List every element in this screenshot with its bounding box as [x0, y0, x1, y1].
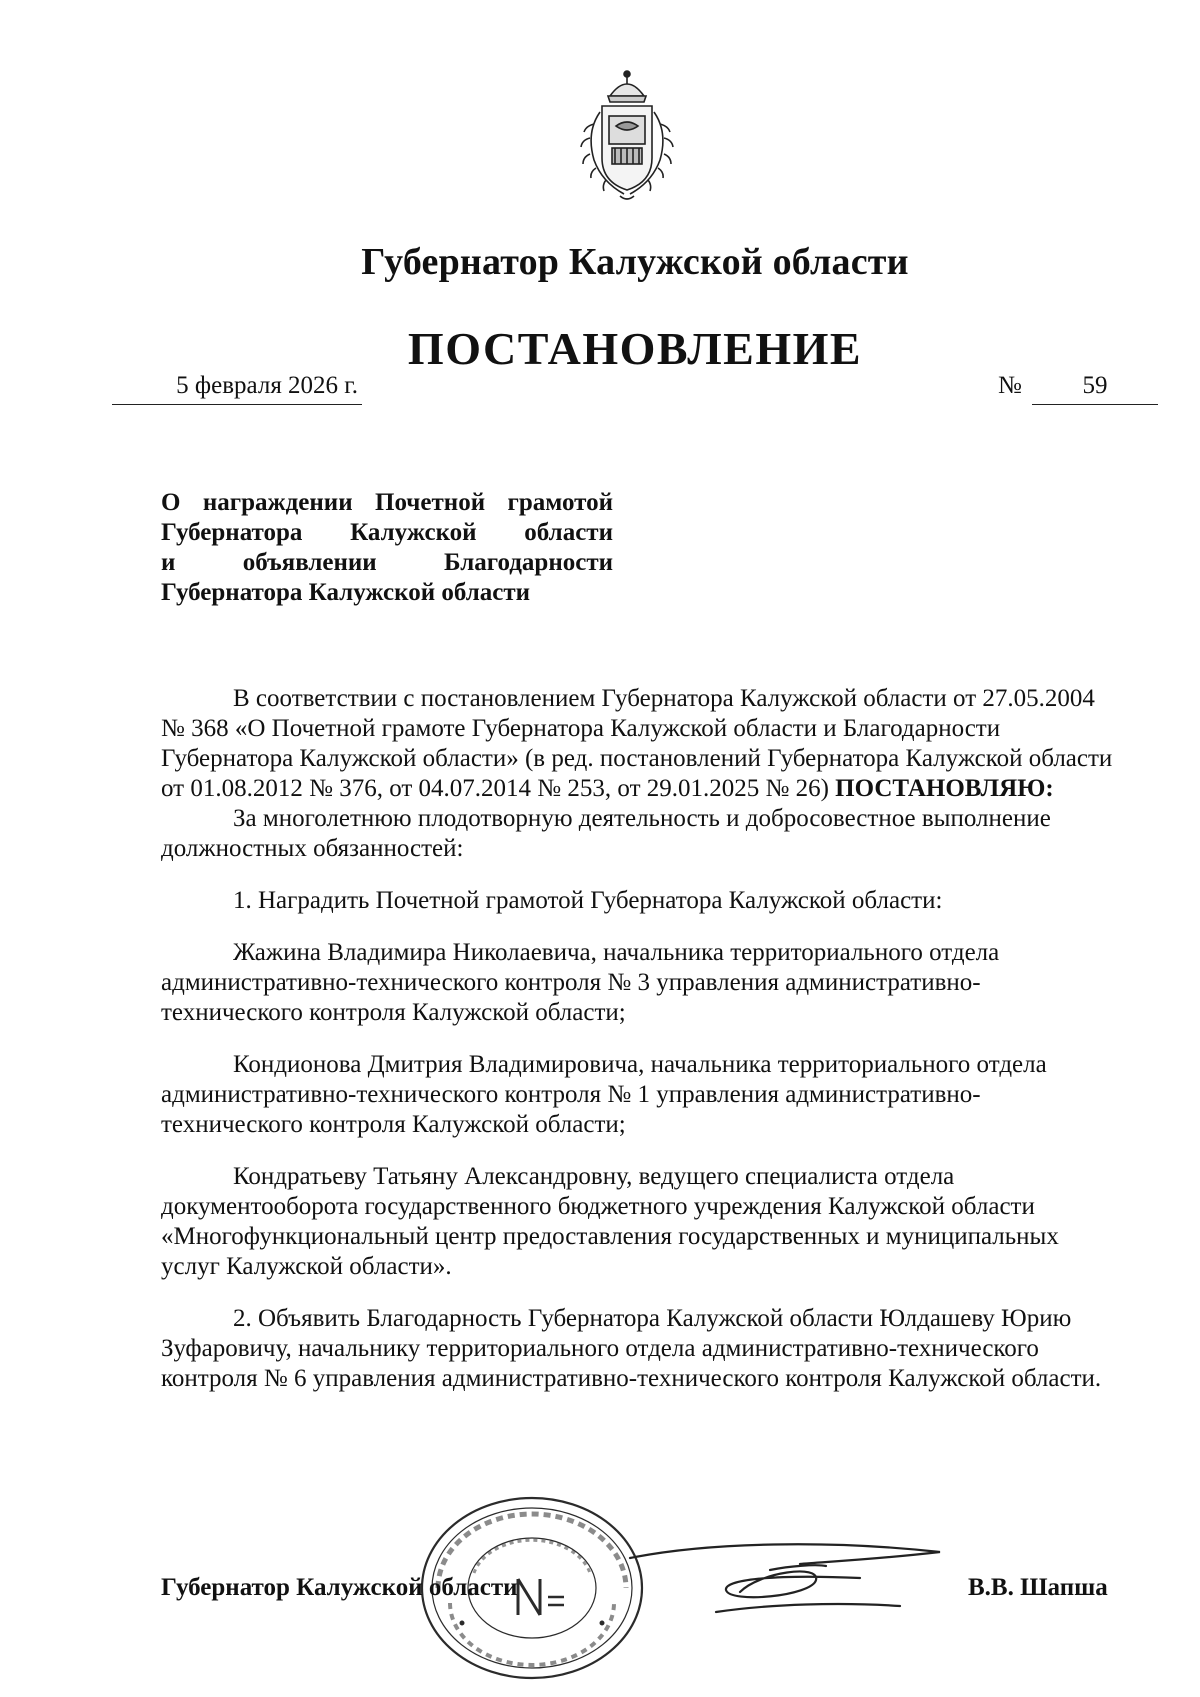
signatory-name: В.В. Шапша — [968, 1574, 1108, 1601]
awardee-paragraph: Кондионова Дмитрия Владимировича, начальника территориального отдела административно-технического контроля № 1 управления административно-технического контроля Калужской области; — [161, 1051, 1047, 1138]
subject-line: О награждении Почетной грамотой — [161, 489, 613, 516]
document-date — [112, 372, 362, 405]
handwritten-signature — [620, 1520, 960, 1630]
document-date-text: 5 февраля 2026 г. — [176, 372, 358, 399]
issuing-authority: Губернатор Калужской области — [361, 241, 909, 283]
reason-paragraph: За многолетнюю плодотворную деятельность и добросовестное выполнение должностных обязанностей: — [161, 805, 1051, 862]
signatory-position: Губернатор Калужской области — [161, 1574, 518, 1601]
item-1-heading: 1. Наградить Почетной грамотой Губернатора Калужской области: — [233, 887, 943, 914]
number-label: № — [998, 372, 1022, 399]
item-2-paragraph: 2. Объявить Благодарность Губернатора Калужской области Юлдашеву Юрию Зуфаровичу, начальнику территориального отдела административно-технического контроля № 6 управления административно-технического контроля Калужской области. — [161, 1305, 1102, 1392]
document-body — [161, 684, 1113, 1394]
preamble-paragraph — [161, 684, 1113, 804]
decree-word: ПОСТАНОВЛЯЮ: — [835, 775, 1054, 802]
document-type: ПОСТАНОВЛЕНИЕ — [407, 323, 863, 374]
awardee-paragraph: Жажина Владимира Николаевича, начальника территориального отдела административно-технического контроля № 3 управления административно-технического контроля Калужской области; — [161, 939, 1000, 1026]
subject-line: и объявлении Благодарности — [161, 549, 613, 576]
awardee-paragraph: Кондратьеву Татьяну Александровну, ведущего специалиста отдела документооборота государственного бюджетного учреждения Калужской области «Многофункциональный центр предоставления государственных и муниципальных услуг Калужской области». — [161, 1163, 1059, 1280]
document-subject — [161, 488, 613, 608]
subject-line: Губернатора Калужской области — [161, 519, 613, 546]
coat-of-arms-emblem — [572, 66, 682, 206]
preamble-text: В соответствии с постановлением Губернатора Калужской области от 27.05.2004 № 368 «О Почетной грамоте Губернатора Калужской области и Благодарности Губернатора Калужской области» (в ред. постановлений Губернатора Калужской области от 01.08.2012 № 376, от 04.07.2014 № 253, от 29.01.2025 № 26) — [161, 685, 1113, 802]
subject-line: Губернатора Калужской области — [161, 579, 531, 606]
document-number: 59 — [1032, 372, 1158, 405]
